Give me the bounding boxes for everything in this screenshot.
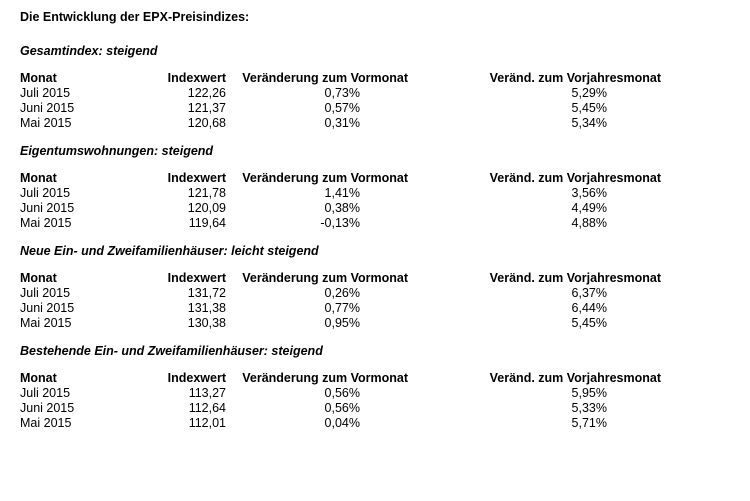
table-header-row	[20, 271, 663, 286]
cell-month: Juni 2015	[20, 201, 75, 215]
table-row	[20, 386, 663, 401]
cell-yoy: 5,34%	[571, 116, 607, 130]
cell-index: 130,38	[187, 316, 226, 330]
cell-yoy: 4,88%	[571, 216, 607, 230]
cell-mom: 0,56%	[324, 401, 360, 415]
section-gesamtindex	[20, 44, 730, 131]
section-bestehende-haeuser	[20, 344, 730, 431]
header-index: Indexwert	[167, 371, 226, 385]
index-table	[20, 71, 663, 131]
table-row	[20, 116, 663, 131]
table-row	[20, 101, 663, 116]
cell-mom: 0,95%	[324, 316, 360, 330]
cell-yoy: 5,45%	[571, 101, 607, 115]
cell-index: 112,01	[188, 416, 226, 430]
section-neue-haeuser	[20, 244, 730, 331]
cell-yoy: 5,95%	[571, 386, 607, 400]
header-yoy: Veränd. zum Vorjahresmonat	[489, 371, 661, 385]
section-title: Bestehende Ein- und Zweifamilienhäuser: steigend	[20, 344, 323, 358]
cell-month: Juni 2015	[20, 301, 75, 315]
cell-mom: 0,56%	[324, 386, 360, 400]
header-yoy: Veränd. zum Vorjahresmonat	[489, 271, 661, 285]
document-title: Die Entwicklung der EPX-Preisindizes:	[20, 10, 250, 24]
section-title: Eigentumswohnungen: steigend	[20, 144, 214, 158]
cell-month: Mai 2015	[20, 316, 72, 330]
cell-month: Juni 2015	[20, 401, 75, 415]
table-row	[20, 216, 663, 231]
cell-yoy: 6,44%	[571, 301, 607, 315]
cell-index: 120,68	[187, 116, 226, 130]
table-row	[20, 201, 663, 216]
table-row	[20, 186, 663, 201]
header-mom: Veränderung zum Vormonat	[242, 171, 408, 185]
section-title: Gesamtindex: steigend	[20, 44, 158, 58]
header-mom: Veränderung zum Vormonat	[242, 71, 408, 85]
cell-month: Juni 2015	[20, 101, 75, 115]
cell-mom: -0,13%	[320, 216, 360, 230]
table-row	[20, 286, 663, 301]
header-mom: Veränderung zum Vormonat	[242, 371, 408, 385]
index-table	[20, 371, 663, 431]
cell-mom: 1,41%	[324, 186, 360, 200]
header-month: Monat	[20, 71, 57, 85]
cell-mom: 0,38%	[324, 201, 360, 215]
cell-index: 112,64	[188, 401, 226, 415]
header-index: Indexwert	[167, 71, 226, 85]
table-row	[20, 301, 663, 316]
cell-yoy: 5,71%	[571, 416, 607, 430]
cell-yoy: 5,45%	[571, 316, 607, 330]
cell-month: Mai 2015	[20, 116, 72, 130]
header-yoy: Veränd. zum Vorjahresmonat	[489, 71, 661, 85]
header-index: Indexwert	[167, 171, 226, 185]
table-header-row	[20, 71, 663, 86]
cell-mom: 0,31%	[324, 116, 360, 130]
table-row	[20, 416, 663, 431]
cell-index: 131,72	[187, 286, 226, 300]
cell-index: 121,78	[187, 186, 226, 200]
cell-yoy: 6,37%	[571, 286, 607, 300]
cell-index: 113,27	[188, 386, 226, 400]
table-row	[20, 86, 663, 101]
cell-yoy: 5,29%	[571, 86, 607, 100]
cell-mom: 0,04%	[324, 416, 360, 430]
table-row	[20, 316, 663, 331]
table-header-row	[20, 371, 663, 386]
cell-mom: 0,26%	[324, 286, 360, 300]
cell-index: 122,26	[187, 86, 226, 100]
cell-mom: 0,77%	[324, 301, 360, 315]
section-title: Neue Ein- und Zweifamilienhäuser: leicht steigend	[20, 244, 319, 258]
cell-index: 119,64	[188, 216, 226, 230]
header-mom: Veränderung zum Vormonat	[242, 271, 408, 285]
cell-index: 131,38	[187, 301, 226, 315]
header-month: Monat	[20, 371, 57, 385]
cell-month: Juli 2015	[20, 286, 71, 300]
cell-yoy: 3,56%	[571, 186, 607, 200]
section-eigentumswohnungen	[20, 144, 730, 231]
cell-month: Juli 2015	[20, 86, 71, 100]
cell-month: Mai 2015	[20, 416, 72, 430]
table-header-row	[20, 171, 663, 186]
header-month: Monat	[20, 271, 57, 285]
cell-index: 120,09	[187, 201, 226, 215]
cell-mom: 0,73%	[324, 86, 360, 100]
index-table	[20, 171, 663, 231]
document-page	[20, 10, 730, 444]
cell-month: Juli 2015	[20, 386, 71, 400]
index-table	[20, 271, 663, 331]
cell-index: 121,37	[187, 101, 226, 115]
cell-month: Juli 2015	[20, 186, 71, 200]
header-yoy: Veränd. zum Vorjahresmonat	[489, 171, 661, 185]
header-month: Monat	[20, 171, 57, 185]
table-row	[20, 401, 663, 416]
header-index: Indexwert	[167, 271, 226, 285]
cell-mom: 0,57%	[324, 101, 360, 115]
cell-month: Mai 2015	[20, 216, 72, 230]
cell-yoy: 5,33%	[571, 401, 607, 415]
cell-yoy: 4,49%	[571, 201, 607, 215]
